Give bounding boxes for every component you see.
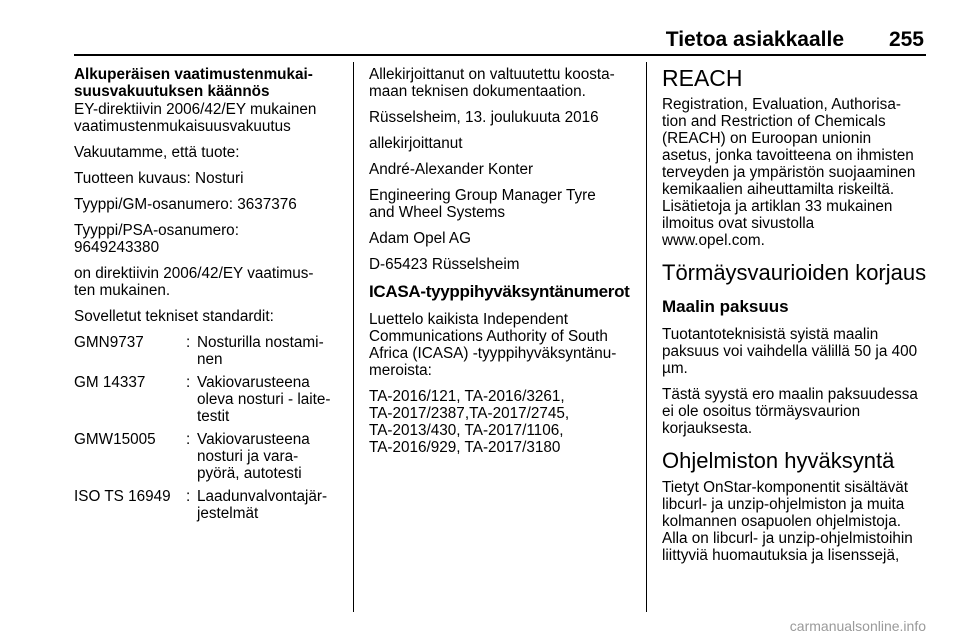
declaration-heading: Alkuperäisen vaatimustenmukai- suusvakuutuksen käännös (74, 66, 313, 100)
paint-thickness-heading: Maalin paksuus (662, 297, 789, 316)
declare-text: Vakuutamme, että tuote: (74, 144, 240, 161)
table-row (74, 374, 342, 431)
signed-label: allekirjoittanut (369, 135, 463, 152)
column-divider-2 (646, 62, 647, 612)
software-approval-heading: Ohjelmiston hyväksyntä (662, 448, 895, 473)
gm-part-number: Tyyppi/GM-osanumero: 3637376 (74, 196, 297, 213)
table-row (74, 431, 342, 488)
icasa-numbers: TA-2016/121, TA-2016/3261, TA-2017/2387,TA-2017/2745, TA-2013/430, TA-2017/1106, TA-2016/929, TA-2017/3180 (369, 388, 570, 456)
page-number: 255 (888, 28, 924, 51)
company-address: D-65423 Rüsselsheim (369, 256, 520, 273)
product-description: Tuotteen kuvaus: Nosturi (74, 170, 244, 187)
standard-code: GMW15005 (74, 431, 156, 448)
place-date: Rüsselsheim, 13. joulukuuta 2016 (369, 109, 599, 126)
standard-description: Nosturilla nostami- nen (197, 334, 324, 368)
collision-repair-heading: Törmäysvaurioiden korjaus (662, 260, 927, 285)
software-approval-text: Tietyt OnStar-komponentit sisältävät libcurl- ja unzip-ohjelmiston ja muita kolmannen osapuolen ohjelmistoja. Alla on libcurl- ja unzip-ohjelmistoihin liittyviä huomautuksia ja lisenssejä, (662, 479, 913, 564)
header-rule (74, 54, 926, 56)
directive-text: EY-direktiivin 2006/42/EY mukainen vaatimustenmukaisuusvakuutus (74, 101, 317, 135)
standard-description: Laadunvalvontajär- jestelmät (197, 488, 328, 522)
standard-description: Vakiovarusteena nosturi ja vara- pyörä, autotesti (197, 431, 310, 482)
page-header (74, 28, 926, 52)
column-3 (662, 66, 928, 573)
standard-separator: : (186, 431, 191, 448)
watermark: carmanualsonline.info (789, 618, 926, 634)
table-row (74, 334, 342, 374)
company-name: Adam Opel AG (369, 230, 472, 247)
table-row (74, 488, 342, 528)
standard-code: GM 14337 (74, 374, 146, 391)
column-divider-1 (353, 62, 354, 612)
signatory-job-title: Engineering Group Manager Tyre and Wheel Systems (369, 187, 596, 221)
standard-separator: : (186, 374, 191, 391)
signatory-name: André-Alexander Konter (369, 161, 534, 178)
standard-separator: : (186, 488, 191, 505)
standard-code: ISO TS 16949 (74, 488, 171, 505)
icasa-intro: Luettelo kaikista Independent Communications Authority of South Africa (ICASA) -tyyppihyväksyntänu- meroista: (369, 311, 617, 379)
standards-intro: Sovelletut tekniset standardit: (74, 308, 274, 325)
standard-description: Vakiovarusteena oleva nosturi - laite- testit (197, 374, 331, 425)
column-2 (369, 66, 637, 465)
paint-thickness-text: Tuotantoteknisistä syistä maalin paksuus voi vaihdella välillä 50 ja 400 µm. (662, 326, 918, 377)
standard-separator: : (186, 334, 191, 351)
reach-heading: REACH (662, 65, 743, 91)
psa-part-number: Tyyppi/PSA-osanumero: 9649243380 (74, 222, 239, 256)
page-title: Tietoa asiakkaalle (665, 28, 844, 51)
column-1 (74, 66, 344, 528)
paint-thickness-note: Tästä syystä ero maalin paksuudessa ei ole osoitus törmäysvaurion korjauksesta. (662, 386, 918, 437)
compliance-text: on direktiivin 2006/42/EY vaatimus- ten mukainen. (74, 265, 314, 299)
reach-text: Registration, Evaluation, Authorisa- tion and Restriction of Chemicals (REACH) on Euroopan unionin asetus, jonka tavoitteena on ihmisten terveyden ja ympäristön suojaaminen kemikaalien aiheuttamilta riskeiltä. Lisätietoja ja artiklan 33 mukainen ilmoitus ovat sivustolla www.opel.com. (662, 96, 916, 249)
standard-code: GMN9737 (74, 334, 144, 351)
signatory-text: Allekirjoittanut on valtuutettu koosta- maan teknisen dokumentaation. (369, 66, 615, 100)
icasa-heading: ICASA-tyyppihyväksyntänumerot (369, 282, 630, 301)
standards-table (74, 334, 342, 528)
